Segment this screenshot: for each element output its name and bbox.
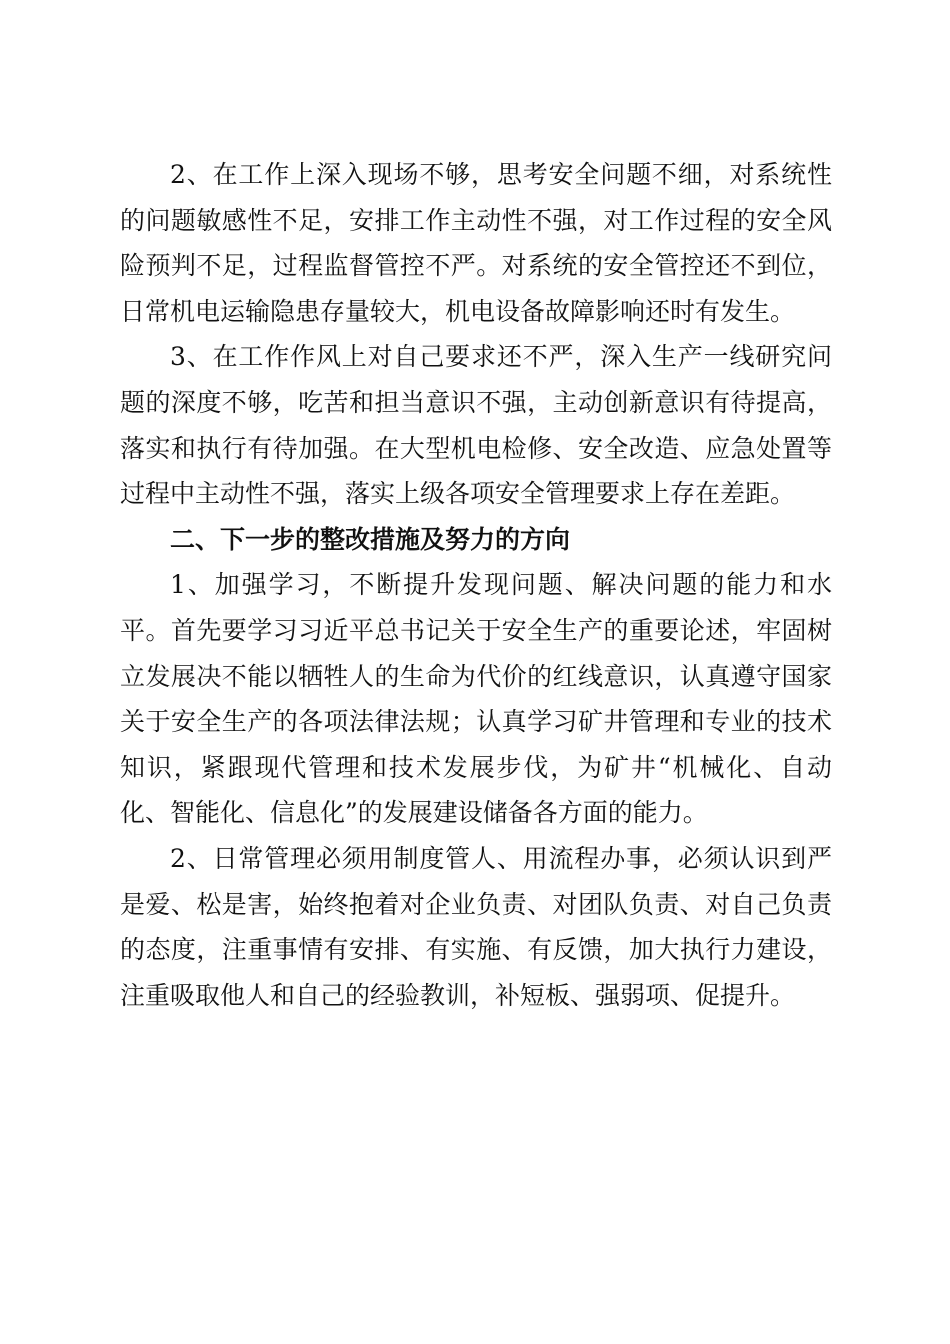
- paragraph-measure-1: 1、加强学习，不断提升发现问题、解决问题的能力和水平。首先要学习习近平总书记关于安全生产的重要论述，牢固树立发展决不能以牺牲人的生命为代价的红线意识，认真遵守国家关于安全生产的各项法律法规；认真学习矿井管理和专业的技术知识，紧跟现代管理和技术发展步伐，为矿井“机械化、自动化、智能化、信息化”的发展建设储备各方面的能力。: [120, 570, 832, 828]
- document-body: [120, 152, 832, 1018]
- paragraph-measure-2: 2、日常管理必须用制度管人、用流程办事，必须认识到严是爱、松是害，始终抱着对企业负责、对团队负责、对自己负责的态度，注重事情有安排、有实施、有反馈，加大执行力建设，注重吸取他人和自己的经验教训，补短板、强弱项、促提升。: [120, 843, 832, 1010]
- section-heading: 二、下一步的整改措施及努力的方向: [170, 524, 571, 554]
- paragraph-problem-3: 3、在工作作风上对自己要求还不严，深入生产一线研究问题的深度不够，吃苦和担当意识不强，主动创新意识有待提高，落实和执行有待加强。在大型机电检修、安全改造、应急处置等过程中主动性不强，落实上级各项安全管理要求上存在差距。: [120, 342, 832, 509]
- paragraph-problem-2: 2、在工作上深入现场不够，思考安全问题不细，对系统性的问题敏感性不足，安排工作主动性不强，对工作过程的安全风险预判不足，过程监督管控不严。对系统的安全管控还不到位，日常机电运输隐患存量较大，机电设备故障影响还时有发生。: [120, 160, 832, 326]
